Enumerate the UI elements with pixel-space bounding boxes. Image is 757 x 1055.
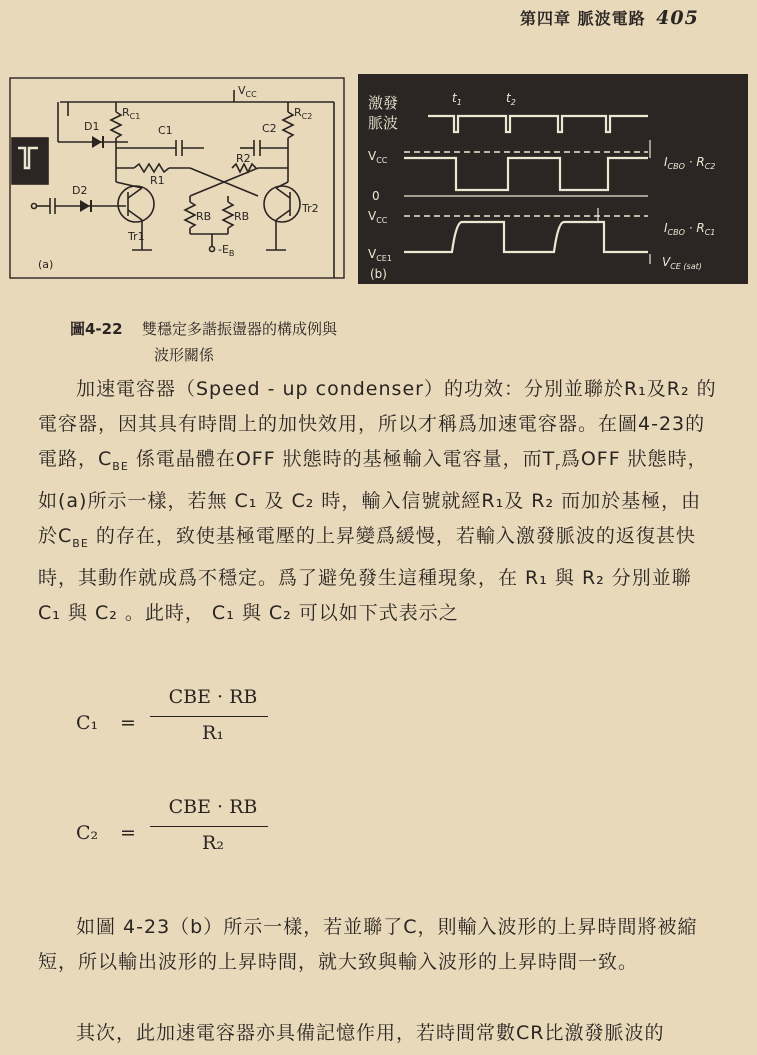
d1-label: D1 (84, 120, 100, 133)
rc1-label: $R_{C1}$ (122, 106, 141, 121)
vcc-top-label: $V_{CC}$ (368, 149, 388, 165)
c1-label: C1 (158, 124, 173, 137)
paragraph-3: 其次，此加速電容器亦具備記憶作用，若時間常數CR比激發脈波的 (76, 1022, 665, 1044)
icbo-rc2-label: $I_{CBO} \cdot R_{C2}$ (664, 155, 716, 171)
page-number: 405 (656, 7, 699, 29)
d2-label: D2 (72, 184, 88, 197)
neg-eb-label: $-E_B$ (218, 243, 235, 258)
t1-label: $t_1$ (452, 91, 462, 107)
chapter-title: 第四章 脈波電路 (520, 9, 646, 28)
vcc-label: $V_{CC}$ (238, 84, 257, 99)
vce1-label: $V_{CE1}$ (368, 247, 392, 263)
circuit-svg (8, 72, 348, 280)
r1-label: R1 (150, 174, 165, 187)
figure-number: 圖4-22 (70, 320, 123, 338)
rb1-label: RB (196, 210, 212, 223)
fig-a-label: (a) (38, 258, 54, 271)
trigger-title-1: 激發 (368, 94, 399, 112)
paragraph-2: 如圖 4-23（b）所示一樣，若並聯了C，則輸入波形的上昇時間將被縮短，所以輸出波形的上昇時間，就大致與輸入波形的上昇時間一致。 (38, 916, 698, 973)
rb2-label: RB (234, 210, 250, 223)
waveform-diagram (358, 74, 748, 284)
t2-label: $t_2$ (506, 91, 516, 107)
tr1-label: Tr1 (128, 230, 145, 243)
c2-label: C2 (262, 122, 277, 135)
page-header (520, 6, 750, 29)
fig-b-label: (b) (370, 267, 387, 281)
figure-caption (70, 316, 337, 368)
icbo-rc1-label: $I_{CBO} \cdot R_{C1}$ (664, 221, 716, 237)
tr2-label: Tr2 (302, 202, 319, 215)
waveform-svg (358, 74, 748, 284)
caption-line-2: 波形關係 (154, 346, 215, 364)
circuit-diagram (8, 72, 348, 280)
paragraph-1: 加速電容器（Speed - up condenser）的功效：分別並聯於R₁及R₂ 的電容器，因其具有時間上的加快效用，所以才稱爲加速電容器。在圖4-23的電路，$C_{BE}$ 係電晶體在OFF 狀態時的基極輸入電容量，而$T_r$爲OFF 狀態時，如(a)所示一樣，若無 C₁ 及 C₂ 時，輸入信號就經R₁及 R₂ 而加於基極，由於$C_{BE}$ 的存在，致使基極電壓的上昇變爲緩慢，若輸入激發脈波的返復甚快時，其動作就成爲不穩定。爲了避免發生這種現象，在 R₁ 與 R₂ 分別並聯 C₁ 與 C₂ 。此時， C₁ 與 C₂ 可以如下式表示之 (38, 378, 717, 624)
zero-label: 0 (372, 189, 380, 203)
vce-sat-label: $V_{CE (sat)}$ (662, 255, 702, 271)
caption-line-1: 雙穩定多諧振盪器的構成例與 (142, 320, 338, 338)
trigger-title-2: 脈波 (368, 114, 399, 132)
rc2-label: $R_{C2}$ (294, 106, 313, 121)
vcc-mid-label: $V_{CC}$ (368, 209, 388, 225)
r2-label: R2 (236, 152, 251, 165)
